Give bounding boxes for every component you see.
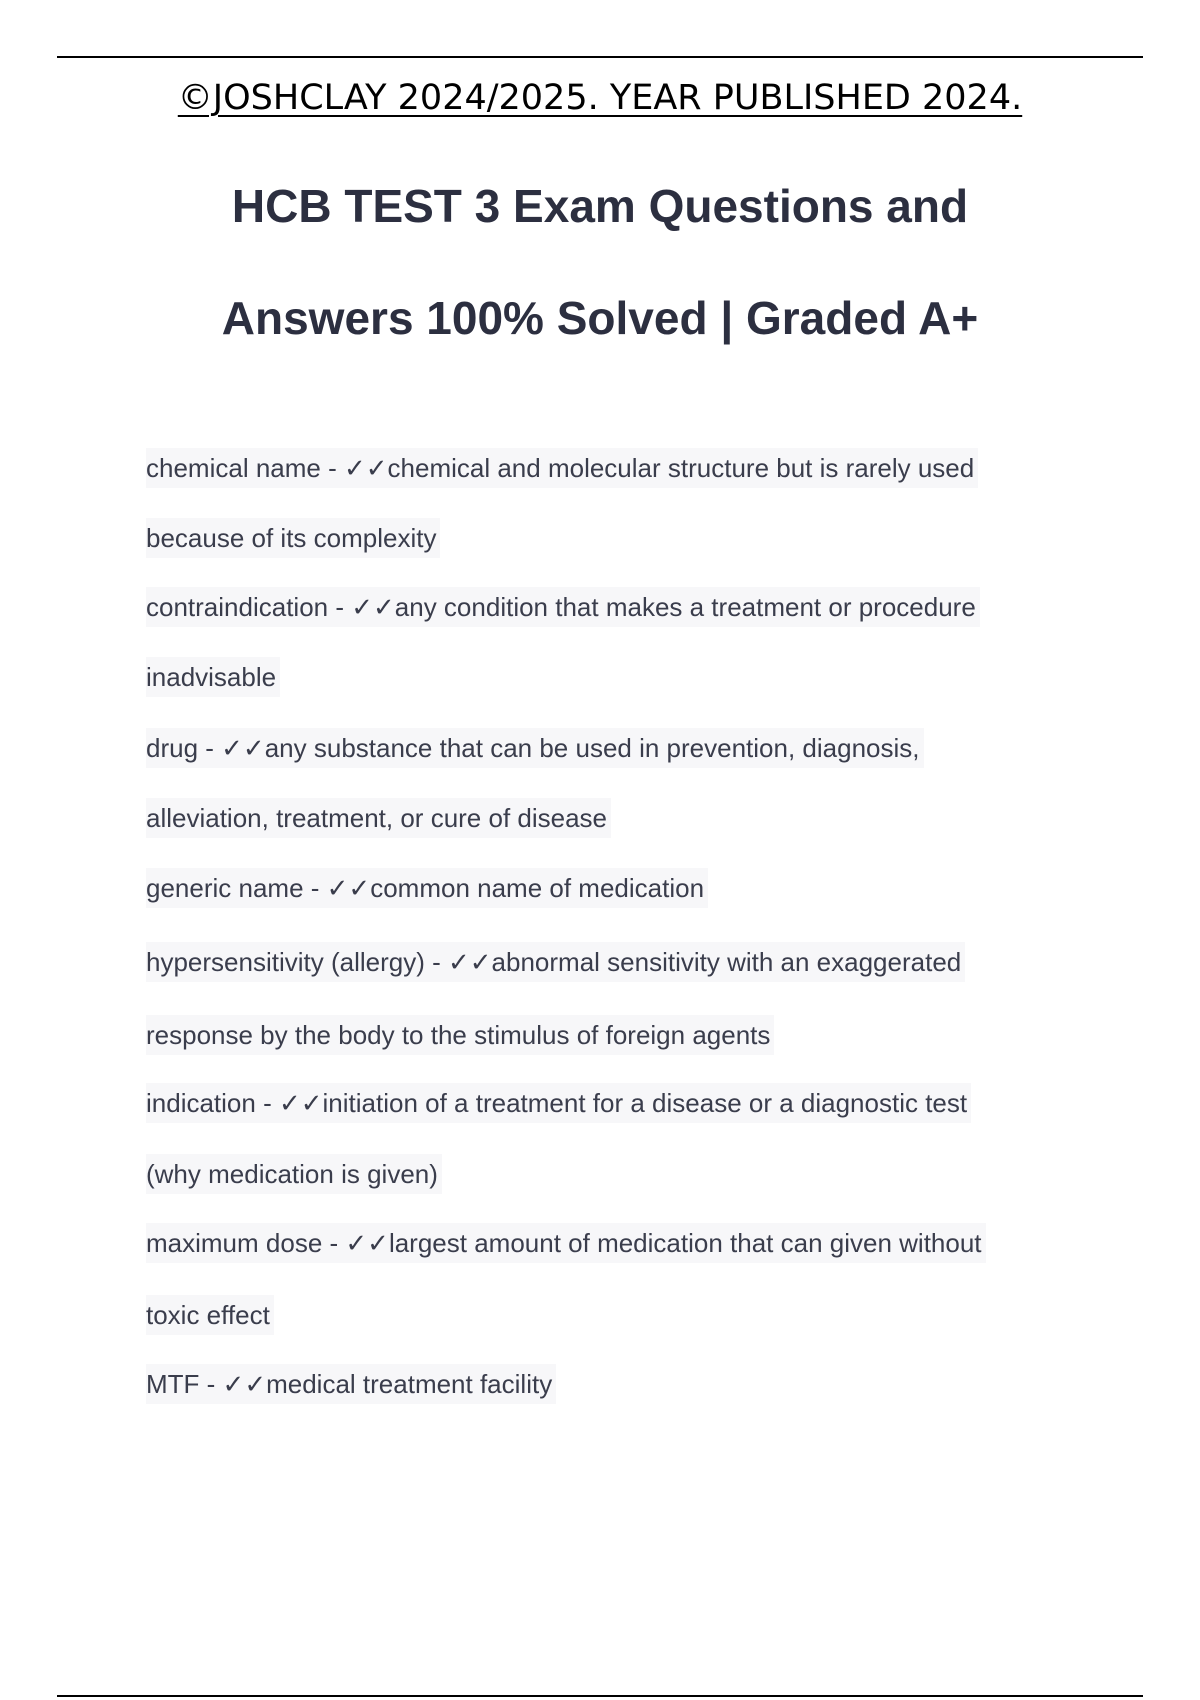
entry-maximum-dose-line-1: maximum dose - ✓✓largest amount of medication that can given without [146,1223,986,1263]
entry-contraindication-line-2: inadvisable [146,657,280,697]
entry-maximum-dose-line-2: toxic effect [146,1295,274,1335]
entry-indication-line-2: (why medication is given) [146,1154,442,1194]
entry-hypersensitivity-line-1: hypersensitivity (allergy) - ✓✓abnormal sensitivity with an exaggerated [146,942,965,982]
copyright-text: ©JOSHCLAY 2024/2025. YEAR PUBLISHED 2024. [177,78,1023,118]
entry-chemical-name-line-1: chemical name - ✓✓chemical and molecular structure but is rarely used [146,448,978,488]
title-line-1: HCB TEST 3 Exam Questions and [231,180,969,232]
entry-drug-line-1: drug - ✓✓any substance that can be used in prevention, diagnosis, [146,728,924,768]
entry-indication-line-1: indication - ✓✓initiation of a treatment for a disease or a diagnostic test [146,1083,971,1123]
top-rule [57,56,1143,58]
entry-hypersensitivity-line-2: response by the body to the stimulus of foreign agents [146,1015,774,1055]
document-title [0,150,1200,374]
bottom-rule [57,1695,1143,1697]
title-line-2: Answers 100% Solved | Graded A+ [221,292,979,344]
entry-chemical-name-line-2: because of its complexity [146,518,440,558]
entry-mtf-line-1: MTF - ✓✓medical treatment facility [146,1364,556,1404]
copyright-header [0,78,1200,118]
entry-generic-name-line-1: generic name - ✓✓common name of medication [146,868,708,908]
entry-drug-line-2: alleviation, treatment, or cure of disease [146,798,611,838]
entry-contraindication-line-1: contraindication - ✓✓any condition that makes a treatment or procedure [146,587,980,627]
